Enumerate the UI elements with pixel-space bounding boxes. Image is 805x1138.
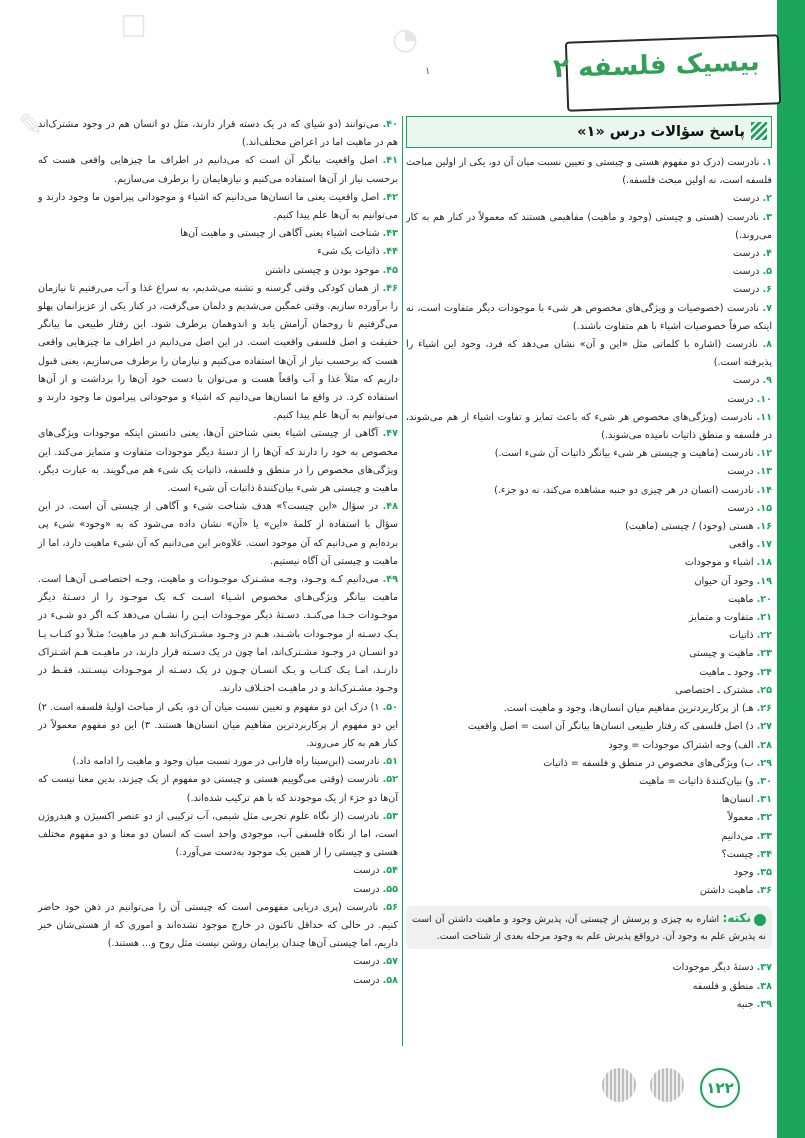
- answer-text: موجود بودن و چیستی داشتن: [265, 264, 380, 276]
- answer-number: ۱۰.: [756, 393, 772, 405]
- answer-item: [38, 243, 398, 261]
- answer-text: درست: [353, 865, 380, 877]
- answer-number: ۳.: [762, 211, 772, 223]
- answer-number: ۱۵.: [756, 502, 772, 514]
- answer-text: درست: [733, 375, 760, 387]
- answer-item: [406, 737, 772, 755]
- answer-item: [406, 300, 772, 336]
- answer-text: نادرست (وقتی می‌گوییم هستی و چیستی دو مفهوم از یک چیزند، بدین معنا نیست که آن‌ها دو جزء از یک موجودند که با هم ترکیب شده‌اند.): [38, 774, 398, 804]
- answer-item: [406, 190, 772, 208]
- answer-number: ۲.: [762, 193, 772, 205]
- answer-item: [406, 463, 772, 481]
- answer-number: ۳۷.: [756, 962, 772, 974]
- page-number: ۱۲۲: [700, 1068, 740, 1108]
- answer-text: درست: [727, 393, 754, 405]
- answer-item: [406, 627, 772, 645]
- answer-text: ۱) درک این دو مفهوم و تعیین نسبت میان آن دو، یکی از مباحث اولیهٔ فلسفه است. ۲) این دو مفهوم از پرکاربردترین مفاهیم میان انسان‌ها هستند. ۳) این دو مفهوم معمولاً در کنار هم به کار می‌روند.: [38, 701, 399, 749]
- answer-number: ۳۵.: [756, 866, 772, 878]
- answer-item: [406, 445, 772, 463]
- answer-item: [38, 116, 398, 152]
- answer-text: می‌دانیم: [721, 830, 754, 842]
- answer-text: اصل واقعیت یعنی ما انسان‌ها می‌دانیم که اشیاء و موجوداتی پیرامون ما وجود دارند و می‌توانیم به آن‌ها علم پیدا کنیم.: [38, 191, 398, 222]
- answer-number: ۲۸.: [756, 739, 772, 751]
- answer-number: ۱۳.: [756, 466, 772, 478]
- answer-item: [406, 409, 772, 445]
- column-divider: [402, 116, 403, 1046]
- answer-number: ۴۵.: [382, 264, 398, 276]
- decor-scroll-icon: ✎: [18, 108, 44, 143]
- answer-number: ۵۴.: [382, 865, 398, 877]
- answer-number: ۵۳.: [382, 810, 398, 822]
- answer-text: ماهیت داشتن: [699, 885, 754, 897]
- answer-item: [406, 791, 772, 809]
- answer-number: ۴۴.: [382, 246, 398, 258]
- answer-number: ۶.: [762, 284, 772, 296]
- answer-item: [38, 771, 398, 807]
- answer-item: [406, 154, 772, 190]
- answer-number: ۱۱.: [756, 411, 772, 423]
- answer-item: [406, 996, 772, 1014]
- answer-number: ۴۰.: [382, 119, 398, 130]
- answer-number: ۱۷.: [756, 539, 772, 551]
- answer-number: ۴۷.: [382, 428, 398, 440]
- answer-item: [406, 263, 772, 281]
- answer-number: ۴۲.: [382, 191, 398, 203]
- answer-number: ۳۴.: [756, 848, 772, 860]
- answer-number: ۴۳.: [382, 228, 398, 240]
- answer-number: ۳۱.: [756, 794, 772, 806]
- answer-number: ۲۶.: [756, 703, 772, 715]
- answer-number: ۵۶.: [382, 901, 398, 913]
- answer-list-left: [38, 116, 398, 990]
- answer-text: و) بیان‌کنندهٔ ذاتیات = ماهیت: [639, 775, 754, 787]
- answer-item: [38, 899, 398, 954]
- answer-text: نادرست (درک دو مفهوم هستی و چیستی و تعیین نسبت میان آن دو، یکی از اولین مباحث فلسفه است، نه اولین مبحث فلسفه.): [406, 157, 772, 187]
- answer-item: [38, 753, 398, 771]
- answer-list-right-after: [406, 959, 772, 1014]
- answer-item: [406, 536, 772, 554]
- answer-number: ۳۳.: [756, 830, 772, 842]
- answer-text: ماهیت و چیستی: [689, 648, 754, 660]
- answer-item: [38, 262, 398, 280]
- answer-text: هستی (وجود) / چیستی (ماهیت): [625, 521, 754, 533]
- answer-number: ۷.: [762, 302, 772, 314]
- answer-item: [38, 808, 398, 863]
- answer-text: واقعی: [729, 539, 754, 551]
- answer-text: وجود ـ ماهیت: [699, 666, 754, 678]
- page-edge-green-bar: [777, 0, 805, 1138]
- section-title-text: پاسخ سؤالات درس «۱»: [577, 123, 745, 140]
- answer-item: [406, 609, 772, 627]
- answer-text: درست: [733, 266, 760, 278]
- answer-number: ۲۴.: [756, 666, 772, 678]
- answer-text: نادرست (ابن‌سینا راه فارابی در مورد نسبت میان وجود و ماهیت را ادامه داد.): [72, 756, 380, 768]
- answer-text: درست: [733, 248, 760, 260]
- note-icon: [754, 914, 766, 926]
- answer-item: [38, 498, 398, 571]
- answer-item: [38, 862, 398, 880]
- answer-item: [406, 391, 772, 409]
- answer-text: از همان کودکی وقتی گرسنه و تشنه می‌شدیم، به سراغ غذا و آب می‌رفتیم تا نیازمان را برآورده سازیم. وقتی غمگین می‌شدیم و دلمان می‌گرفت، در کنار یکی از عزیزانمان پهلو می‌گرفتیم تا روحمان آرامش یابد و اندوهمان برطرف شود. این رفتار طبیعی ما بیانگر حقیقت و اصل فلسفی واقعیت است. در این اصل می‌دانیم در اطراف ما چیزهایی واقعی هست که برحسب نیاز از آن‌ها استفاده می‌کنیم و نیازمان را برطرف می‌سازیم، یعنی قبول داریم که مثلاً غذا و آب واقعاً هست و می‌توان با دست خود آن‌ها را برداشت و از آن‌ها استفاده کرد. در واقع ما انسان‌ها می‌دانیم که اشیاء و موجوداتی پیرامون ما وجود دارند و می‌توانیم به آن‌ها علم پیدا کنیم.: [38, 282, 398, 422]
- section-title: [406, 116, 772, 148]
- answer-number: ۱۸.: [756, 557, 772, 569]
- answer-item: [406, 682, 772, 700]
- answer-number: ۴۱.: [382, 155, 398, 167]
- answer-text: اشیاء و موجودات: [684, 557, 754, 569]
- answer-item: [406, 372, 772, 390]
- answer-number: ۳۹.: [756, 998, 772, 1010]
- answer-number: ۴۸.: [382, 501, 398, 513]
- answer-number: ۱۴.: [756, 484, 772, 496]
- answer-item: [38, 881, 398, 899]
- answer-text: الف) وجه اشتراک موجودات = وجود: [608, 739, 754, 751]
- answer-number: ۱.: [762, 157, 772, 168]
- answer-text: ب) ویژگی‌های مخصوص در منطق و فلسفه = ذاتیات: [543, 757, 754, 769]
- answer-number: ۵.: [762, 266, 772, 278]
- answer-item: [406, 773, 772, 791]
- answer-item: [406, 664, 772, 682]
- answer-number: ۱۲.: [756, 448, 772, 460]
- answer-item: [406, 864, 772, 882]
- answer-text: وجود: [733, 866, 754, 878]
- answer-item: [38, 972, 398, 990]
- answer-item: [406, 518, 772, 536]
- answer-number: ۸.: [762, 339, 772, 351]
- answer-item: [38, 571, 398, 698]
- answer-text: نادرست (هستی و چیستی (وجود و ماهیت) مفاهیمی هستند که معمولاً در کنار هم به کار می‌روند.): [406, 211, 772, 241]
- decor-bulb-icon: ◔: [392, 22, 419, 57]
- answer-item: [406, 978, 772, 996]
- left-column: [38, 116, 398, 990]
- answer-number: ۲۷.: [756, 721, 772, 733]
- answer-item: [406, 700, 772, 718]
- flag-icon: [751, 122, 767, 140]
- answer-text: اصل واقعیت بیانگر آن است که می‌دانیم در اطراف ما چیزهایی واقعی هست که برحسب نیاز از آن‌ها استفاده می‌کنیم و نیازهایمان را برطرف می‌سازیم.: [38, 155, 398, 185]
- answer-text: مشترک ـ اختصاصی: [675, 684, 754, 696]
- answer-number: ۲۰.: [756, 593, 772, 605]
- answer-item: [406, 336, 772, 372]
- answer-item: [406, 573, 772, 591]
- answer-text: درست: [727, 502, 754, 514]
- answer-number: ۵۱.: [382, 756, 398, 768]
- answer-number: ۴۶.: [382, 282, 398, 294]
- answer-item: [38, 425, 398, 498]
- answer-text: درست: [733, 193, 760, 205]
- answer-item: [406, 209, 772, 245]
- answer-number: ۴.: [762, 248, 772, 260]
- note-label: نکته:: [722, 911, 751, 926]
- answer-text: نادرست (انسان در هر چیزی دو جنبه مشاهده می‌کند، نه دو جزء.): [494, 484, 754, 496]
- answer-text: شناخت اشیاء یعنی آگاهی از چیستی و ماهیت آن‌ها: [180, 228, 380, 240]
- answer-item: [38, 699, 398, 754]
- answer-text: انسان‌ها: [721, 794, 754, 806]
- answer-number: ۱۹.: [756, 575, 772, 587]
- answer-text: درست: [727, 466, 754, 478]
- decor-speech-icon: ☐: [120, 10, 147, 45]
- answer-text: در سؤال «این چیست؟» هدف شناخت شیء و آگاهی از چیستی آن است. در این سؤال با استفاده از کلمهٔ «این» یا «آن» نشان داده می‌شود که به «وجود» شیء پی برده‌ایم و می‌دانیم که آن موجود است. علاوه‌بر این می‌دانیم که آن شیء ماهیت دارد، اما از ماهیت و چیستی آن آگاه نیستیم.: [38, 501, 398, 567]
- answer-item: [38, 189, 398, 225]
- answer-number: ۵۲.: [382, 774, 398, 786]
- answer-text: نادرست (خصوصیات و ویژگی‌های مخصوص هر شیء با موجودات دیگر متفاوت است، نه اینکه صرفاً خصوصیات اشیاء با هم متفاوت باشند.): [406, 302, 772, 332]
- answer-item: [406, 500, 772, 518]
- answer-item: [38, 953, 398, 971]
- answer-text: نادرست (ویژگی‌های مخصوص هر شیء که باعث تمایز و تفاوت اشیاء از هم می‌شوند، در فلسفه و منطق ذاتیات نامیده می‌شوند.): [406, 411, 772, 442]
- header-sign: [552, 34, 781, 111]
- answer-item: [406, 281, 772, 299]
- answer-item: [406, 959, 772, 977]
- answer-text: می‌توانند (دو شیای که در یک دسته قرار دارند، مثل دو انسان هم در وجود مشترک‌اند هم در ماهیت اما در اعراض مختلف‌اند.): [38, 119, 398, 149]
- answer-item: [406, 482, 772, 500]
- answer-text: نادرست (از نگاه علوم تجربی مثل شیمی، آب ترکیبی از دو عنصر اکسیژن و هیدروژن است، اما از نگاه فلسفی آب، موجودی واحد است که انسان دو معنا و دو مفهوم مختلف هستی و چیستی را از همین یک موجود به‌دست می‌آورد.): [38, 810, 398, 859]
- answer-number: ۳۸.: [756, 980, 772, 992]
- answer-text: دستهٔ دیگر موجودات: [672, 962, 754, 974]
- answer-item: [406, 828, 772, 846]
- answer-item: [406, 846, 772, 864]
- answer-list-right: [406, 154, 772, 900]
- answer-number: ۲۳.: [756, 648, 772, 660]
- answer-text: معمولاً: [727, 812, 754, 824]
- answer-text: ذاتیات: [729, 630, 754, 642]
- answer-number: ۳۶.: [756, 885, 772, 897]
- answer-item: [406, 591, 772, 609]
- answer-number: ۲۲.: [756, 630, 772, 642]
- answer-item: [406, 245, 772, 263]
- answer-text: درست: [353, 974, 380, 986]
- answer-text: هـ) از پرکاربردترین مفاهیم میان انسان‌ها، وجود و ماهیت است.: [503, 703, 754, 715]
- answer-text: نادرست (اشاره با کلماتی مثل «این و آن» نشان می‌دهد که فرد، وجود این اشیاء را پذیرفته است.): [406, 339, 772, 369]
- answer-text: متفاوت و متمایز: [688, 612, 754, 624]
- answer-number: ۵۷.: [382, 956, 398, 968]
- answer-text: جنبه: [736, 998, 754, 1010]
- top-mark: ۱: [425, 66, 431, 77]
- answer-item: [38, 152, 398, 188]
- answer-number: ۱۶.: [756, 521, 772, 533]
- answer-number: ۳۰.: [756, 775, 772, 787]
- answer-item: [38, 225, 398, 243]
- note-box: [406, 906, 772, 949]
- answer-number: ۲۵.: [756, 684, 772, 696]
- answer-text: نادرست (پری دریایی مفهومی است که چیستی آن را می‌توانیم در ذهن خود حاضر کنیم. در حالی که حداقل تاکنون در خارج موجود نشده‌اند و اموری که از هستی‌شان خبر داریم، اما چیستی آن‌ها چندان برایمان روشن نیست مثل روح و... هستند.): [38, 901, 398, 950]
- answer-text: درست: [353, 883, 380, 895]
- answer-text: ذاتیات یک شیء: [317, 246, 380, 258]
- answer-item: [406, 645, 772, 663]
- answer-number: ۴۹.: [382, 574, 398, 586]
- note-text: اشاره به چیزی و پرسش از چیستی آن، پذیرش وجود و ماهیت داشتن آن است نه پذیرش علم به وجود آن. درواقع پذیرش علم به وجود مرحله بعدی از شناخت است.: [412, 914, 766, 943]
- answer-text: وجود آن حیوان: [694, 575, 754, 587]
- decor-striped-circle: [602, 1068, 636, 1102]
- answer-item: [406, 809, 772, 827]
- answer-text: منطق و فلسفه: [692, 980, 754, 992]
- answer-text: ماهیت: [728, 593, 754, 605]
- answer-number: ۵۸.: [382, 974, 398, 986]
- right-column: [406, 116, 772, 1014]
- answer-text: چیست؟: [721, 848, 754, 860]
- answer-item: [38, 280, 398, 426]
- decor-striped-circle: [650, 1068, 684, 1102]
- answer-number: ۲۹.: [756, 757, 772, 769]
- answer-item: [406, 554, 772, 572]
- answer-number: ۵۵.: [382, 883, 398, 895]
- answer-number: ۹.: [762, 375, 772, 387]
- answer-text: درست: [733, 284, 760, 296]
- answer-item: [406, 718, 772, 736]
- answer-item: [406, 882, 772, 900]
- answer-item: [406, 755, 772, 773]
- answer-text: می‌دانیم کـه وجـود، وجـه مشـترک موجـودات و ماهیت، وجـه اختصاصـی آن‌هـا است. ماهیت بیانگر ویژگی‌هـای مخصوص اشـیاء اسـت کـه یک موجـود را از دسـتهٔ دیگر موجـودات جـدا می‌کنـد. دسـتهٔ دیگر موجـودات ایـن را نشـان می‌دهد کـه اگر دو شـیء در یـک دسـته از موجـودات باشـند، هـم در وجـود مشـترک‌اند هـم در ماهیت؛ مثـلاً دو کتـاب یـا دو انسـان در وجـود مشـترک‌اند، اما چون در یک دسـته قرار دارند، در ماهیـت هـم اشـتراک دارنـد، امـا یـک کتـاب و یـک انسـان چـون در یک دسـته از موجـودات نیسـتند، فقـط در وجـود مشـترک‌اند و در ماهیـت اختـلاف دارند.: [38, 574, 398, 695]
- answer-number: ۳۲.: [756, 812, 772, 824]
- answer-text: آگاهی از چیستی اشیاء یعنی شناختن آن‌ها، یعنی دانستن اینکه موجودات ویژگی‌های مخصوص به خود را دارند که آن‌ها را از دستهٔ دیگر موجودات متفاوت و متمایز می‌کند. این ویژگی‌های مخصوص را در منطق و فلسفه، ذاتیات یک شیء هم می‌گویند. به عبارت دیگر، ماهیت و چیستی هر شیء بیان‌کنندهٔ ذاتیات آن شیء است.: [38, 428, 398, 495]
- header-title: بیسیک فلسفه ۲: [552, 46, 761, 85]
- answer-number: ۵۰.: [382, 701, 398, 713]
- answer-text: د) اصل فلسفی که رفتار طبیعی انسان‌ها بیانگر آن است = اصل واقعیت: [467, 721, 754, 733]
- answer-text: نادرست (ماهیت و چیستی هر شیء بیانگر ذاتیات آن شیء است.): [494, 448, 754, 460]
- answer-text: درست: [353, 956, 380, 968]
- answer-number: ۲۱.: [756, 612, 772, 624]
